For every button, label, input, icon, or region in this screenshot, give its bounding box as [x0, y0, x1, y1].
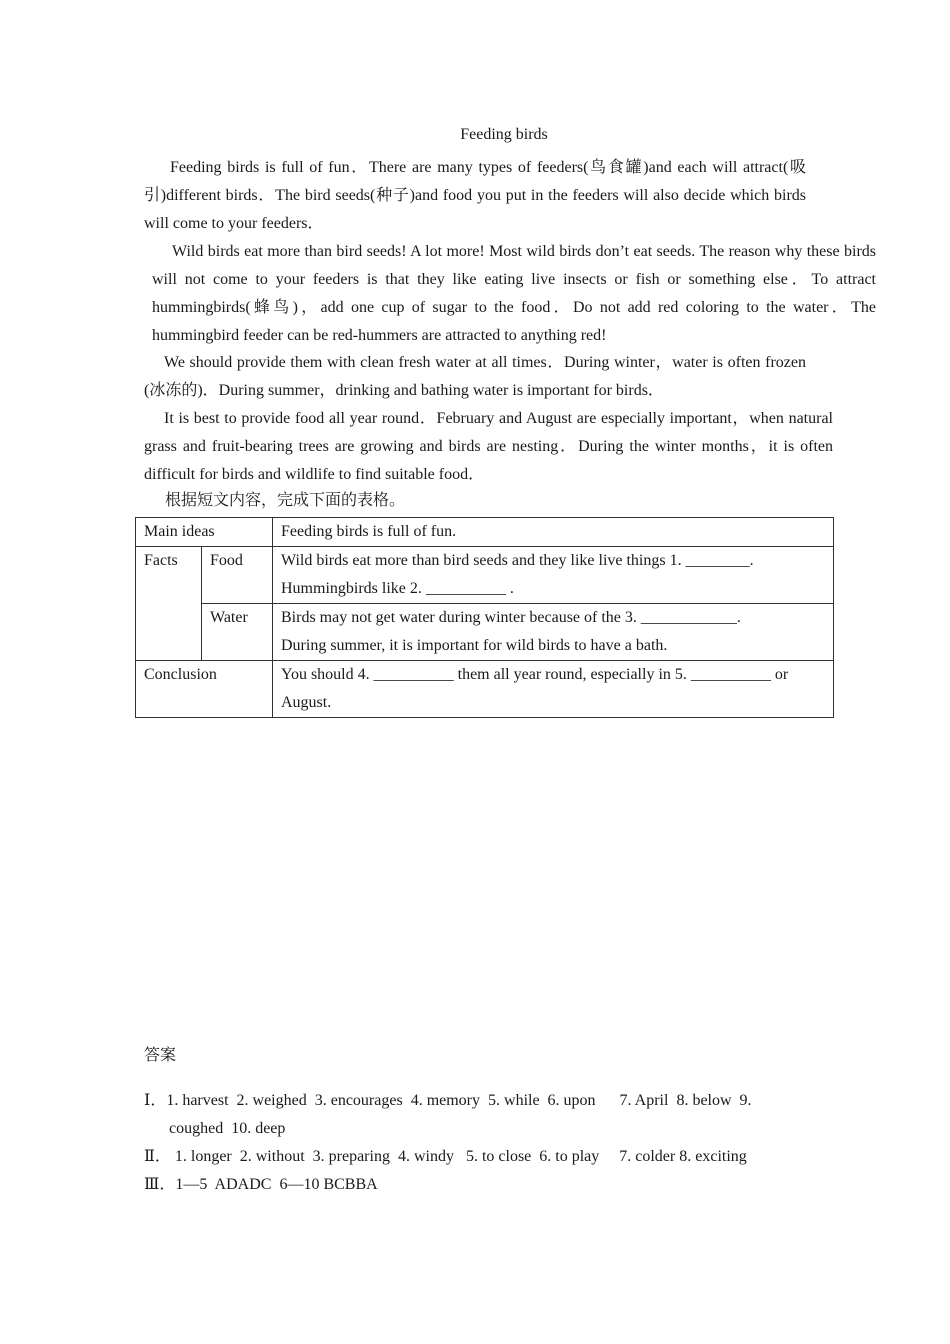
facts-label: Facts — [136, 547, 202, 661]
table-row — [136, 518, 834, 547]
table-row — [136, 604, 834, 661]
task-instruction: 根据短文内容，完成下面的表格。 — [165, 492, 406, 509]
paragraph-3 — [144, 349, 806, 405]
water-cell — [273, 604, 834, 661]
paragraph-3-text: We should provide them with clean fresh water at all times．During winter，water is often frozen (冰冻的)．During summer，drinking and bathing water is important for birds． — [144, 354, 806, 399]
answer-line-2: Ⅱ． 1. longer 2. without 3. preparing 4. windy 5. to close 6. to play 7. colder 8. exciting — [144, 1148, 747, 1165]
paragraph-4-text: It is best to provide food all year round．February and August are especially important，when natural grass and fruit-bearing trees are growing and birds are nesting．During the winter months，it is often difficult for birds and wildlife to find suitable food． — [144, 410, 833, 483]
summary-table — [135, 517, 834, 718]
paragraph-4 — [144, 405, 833, 489]
answer-line-1-continued: coughed 10. deep — [169, 1120, 286, 1137]
paragraph-1-text: Feeding birds is full of fun．There are many types of feeders(鸟食罐)and each will attract(吸引)different birds．The bird seeds(种子)and food you put in the feeders will also decide which birds will come to your feeders． — [144, 159, 806, 232]
paragraph-2 — [152, 238, 876, 350]
answer-line-3: Ⅲ．1—5 ADADC 6—10 BCBBA — [144, 1176, 378, 1193]
conclusion-label: Conclusion — [136, 661, 273, 718]
table-row — [136, 547, 834, 604]
main-ideas-value: Feeding birds is full of fun. — [273, 518, 834, 547]
table-row — [136, 661, 834, 718]
passage-title: Feeding birds — [460, 126, 548, 143]
food-line-1: Wild birds eat more than bird seeds and they like live things 1. ________. — [281, 552, 754, 569]
water-label: Water — [202, 604, 273, 661]
main-ideas-label: Main ideas — [136, 518, 273, 547]
food-cell — [273, 547, 834, 604]
water-line-2: During summer, it is important for wild birds to have a bath. — [281, 637, 668, 654]
paragraph-1 — [144, 154, 806, 238]
water-line-1: Birds may not get water during winter because of the 3. ____________. — [281, 609, 741, 626]
food-line-2: Hummingbirds like 2. __________ . — [281, 580, 514, 597]
food-label: Food — [202, 547, 273, 604]
conclusion-value: You should 4. __________ them all year round, especially in 5. __________ or August. — [273, 661, 834, 718]
paragraph-2-text: Wild birds eat more than bird seeds! A lot more! Most wild birds don’t eat seeds. The reason why these birds will not come to your feeders is that they like eating live insects or fish or something else．To attract hummingbirds(蜂鸟)，add one cup of sugar to the food．Do not add red coloring to the water．The hummingbird feeder can be red-hummers are attracted to anything red! — [152, 243, 876, 344]
answers-heading: 答案 — [144, 1047, 177, 1064]
answer-line-1: Ⅰ．1. harvest 2. weighed 3. encourages 4. memory 5. while 6. upon 7. April 8. below 9. — [144, 1092, 752, 1109]
